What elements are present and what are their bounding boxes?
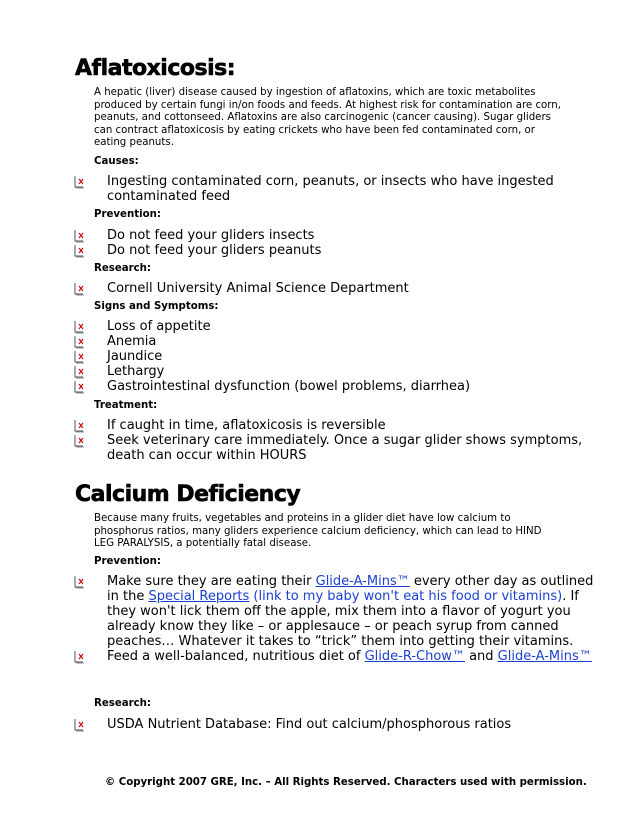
checkbox-x-icon <box>74 718 85 731</box>
checkbox-x-icon <box>74 365 85 378</box>
list-item: Lethargy <box>74 364 594 379</box>
glide-a-mins-link[interactable]: Glide-A-Mins™ <box>315 574 410 589</box>
section-title-aflatoxicosis: Aflatoxicosis: <box>75 56 236 81</box>
treatment-label: Treatment: <box>94 400 158 411</box>
list-item: Ingesting contaminated corn, peanuts, or insects who have ingested contaminated feed <box>74 174 594 204</box>
signs-label: Signs and Symptoms: <box>94 301 219 312</box>
checkbox-x-icon <box>74 175 85 188</box>
checkbox-x-icon <box>74 650 85 663</box>
list-item: Cornell University Animal Science Department <box>74 281 594 296</box>
checkbox-x-icon <box>74 229 85 242</box>
list-item: Seek veterinary care immediately. Once a sugar glider shows symptoms, death can occur within HOURS <box>74 433 594 463</box>
checkbox-x-icon <box>74 575 85 588</box>
calcium-intro: Because many fruits, vegetables and proteins in a glider diet have low calcium to phosphorus ratios, many gliders experience calcium deficiency, which can lead to HIND LEG PARALYSIS, a potentially fatal disease. <box>94 513 542 550</box>
checkbox-x-icon <box>74 335 85 348</box>
research-list <box>74 281 594 296</box>
calcium-research-label: Research: <box>94 698 151 709</box>
checkbox-x-icon <box>74 282 85 295</box>
aflatoxicosis-intro: A hepatic (liver) disease caused by ingestion of aflatoxins, which are toxic metabolites produced by certain fungi in/on foods and feeds. At highest risk for contamination are corn, peanuts, and cottonseed. Aflatoxins are also carcinogenic (cancer causing). Sugar gliders can contract aflatoxicosis by eating crickets who have been fed contaminated corn, or eating peanuts. <box>94 87 561 149</box>
list-item: Feed a well-balanced, nutritious diet of Glide-R-Chow™ and Glide-A-Mins™ <box>74 649 594 664</box>
section-title-calcium-deficiency: Calcium Deficiency <box>75 482 301 507</box>
list-item: Gastrointestinal dysfunction (bowel problems, diarrhea) <box>74 379 594 394</box>
copyright-footer: © Copyright 2007 GRE, Inc. – All Rights Reserved. Characters used with permission. <box>105 777 587 788</box>
list-item: If caught in time, aflatoxicosis is reversible <box>74 418 594 433</box>
calcium-prevention-list <box>74 574 594 664</box>
list-item: Anemia <box>74 334 594 349</box>
list-item: Jaundice <box>74 349 594 364</box>
checkbox-x-icon <box>74 380 85 393</box>
treatment-list <box>74 418 594 463</box>
checkbox-x-icon <box>74 244 85 257</box>
checkbox-x-icon <box>74 320 85 333</box>
checkbox-x-icon <box>74 419 85 432</box>
checkbox-x-icon <box>74 434 85 447</box>
list-item: Make sure they are eating their Glide-A-Mins™ every other day as outlined in the Special Reports (link to my baby won't eat his food or vitamins). If they won't lick them off the apple, mix them into a flavor of yogurt you already know they like – or applesauce – or peach syrup from canned peaches… Whatever it takes to “trick” them into getting their vitamins. <box>74 574 594 649</box>
special-reports-link[interactable]: Special Reports <box>148 589 250 604</box>
glide-r-chow-link[interactable]: Glide-R-Chow™ <box>364 649 465 664</box>
prevention-list <box>74 228 594 258</box>
list-item: USDA Nutrient Database: Find out calcium/phosphorous ratios <box>74 717 594 732</box>
causes-label: Causes: <box>94 156 139 167</box>
calcium-prevention-label: Prevention: <box>94 556 161 567</box>
calcium-research-list <box>74 717 594 732</box>
prevention-label: Prevention: <box>94 209 161 220</box>
glide-a-mins-link-2[interactable]: Glide-A-Mins™ <box>497 649 592 664</box>
causes-list <box>74 174 594 204</box>
list-item: Do not feed your gliders peanuts <box>74 243 594 258</box>
list-item: Do not feed your gliders insects <box>74 228 594 243</box>
signs-list <box>74 319 594 394</box>
research-label: Research: <box>94 263 151 274</box>
list-item: Loss of appetite <box>74 319 594 334</box>
checkbox-x-icon <box>74 350 85 363</box>
